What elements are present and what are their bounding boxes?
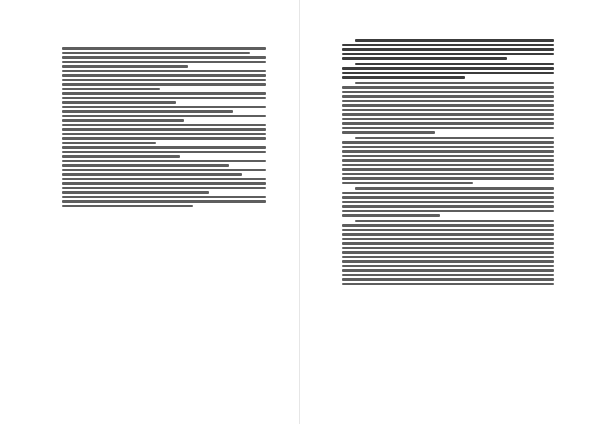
reference-entry [62, 115, 266, 122]
text-line [62, 65, 188, 68]
text-line [342, 196, 554, 199]
text-line [342, 53, 554, 56]
text-line [342, 210, 554, 213]
text-line [62, 124, 266, 127]
text-line [342, 201, 554, 204]
text-line [62, 52, 250, 55]
text-line [62, 74, 266, 77]
body-paragraph [342, 220, 554, 286]
text-line [62, 164, 229, 167]
text-line [342, 168, 554, 171]
text-line [355, 39, 554, 42]
text-line [62, 173, 242, 176]
text-line [62, 79, 266, 82]
text-line [62, 110, 233, 113]
text-line [62, 146, 266, 149]
reference-entry [62, 160, 266, 167]
text-line [342, 173, 554, 176]
text-line [342, 283, 554, 286]
text-line [62, 88, 160, 91]
text-line [62, 101, 176, 104]
text-line [62, 178, 266, 181]
article-body [342, 39, 554, 285]
text-line [342, 118, 554, 121]
text-line [62, 47, 266, 50]
reference-entry [62, 178, 266, 194]
text-line [342, 251, 554, 254]
text-line [342, 214, 440, 217]
abstract-paragraph [342, 39, 554, 60]
text-line [342, 48, 554, 51]
body-paragraph [342, 82, 554, 134]
text-line [342, 57, 507, 60]
text-line [62, 182, 266, 185]
text-line [342, 224, 554, 227]
text-line [342, 229, 554, 232]
text-line [62, 151, 266, 154]
text-line [62, 200, 266, 203]
text-line [342, 127, 554, 130]
text-line [62, 106, 266, 109]
text-line [342, 100, 554, 103]
text-line [342, 164, 554, 167]
text-line [342, 260, 554, 263]
text-line [355, 137, 554, 140]
reference-entry [62, 70, 266, 91]
text-line [342, 113, 554, 116]
text-line [342, 72, 554, 75]
text-line [342, 242, 554, 245]
text-line [342, 159, 554, 162]
text-line [342, 150, 554, 153]
text-line [62, 115, 266, 118]
text-line [62, 70, 266, 73]
text-line [342, 238, 554, 241]
text-line [342, 247, 554, 250]
text-line [342, 274, 554, 277]
text-line [342, 278, 554, 281]
reference-entry [62, 146, 266, 158]
text-line [342, 205, 554, 208]
text-line [355, 220, 554, 223]
text-line [342, 44, 554, 47]
reference-entry [62, 124, 266, 145]
text-line [342, 95, 554, 98]
references-list [62, 47, 266, 207]
text-line [342, 76, 465, 79]
text-line [62, 133, 266, 136]
text-line [62, 97, 266, 100]
text-line [342, 177, 554, 180]
text-line [62, 83, 266, 86]
text-line [342, 155, 554, 158]
text-line [62, 191, 209, 194]
reference-entry [62, 106, 266, 113]
text-line [342, 233, 554, 236]
text-line [342, 182, 473, 185]
text-line [355, 63, 554, 66]
text-line [342, 109, 554, 112]
text-line [342, 122, 554, 125]
text-line [342, 131, 435, 134]
text-line [355, 82, 554, 85]
text-line [62, 61, 266, 64]
text-line [342, 67, 554, 70]
text-line [342, 141, 554, 144]
text-line [62, 119, 184, 122]
text-line [62, 137, 266, 140]
reference-entry [62, 56, 266, 68]
text-line [355, 187, 554, 190]
text-line [62, 205, 193, 208]
text-line [342, 192, 554, 195]
left-column [62, 40, 266, 209]
right-page [300, 0, 600, 424]
text-line [342, 256, 554, 259]
text-line [62, 155, 180, 158]
text-line [62, 56, 266, 59]
text-line [342, 269, 554, 272]
abstract-paragraph [342, 63, 554, 79]
reference-entry [62, 169, 266, 176]
text-line [342, 104, 554, 107]
text-line [62, 196, 266, 199]
text-line [342, 265, 554, 268]
text-line [62, 169, 266, 172]
body-paragraph [342, 187, 554, 217]
reference-entry [62, 92, 266, 104]
text-line [342, 91, 554, 94]
text-line [62, 92, 266, 95]
text-line [342, 146, 554, 149]
text-line [62, 142, 156, 145]
body-paragraph [342, 137, 554, 185]
reference-entry [62, 196, 266, 208]
text-line [342, 86, 554, 89]
reference-entry [62, 47, 266, 54]
text-line [62, 128, 266, 131]
text-line [62, 160, 266, 163]
right-column [342, 20, 554, 288]
text-line [62, 187, 266, 190]
